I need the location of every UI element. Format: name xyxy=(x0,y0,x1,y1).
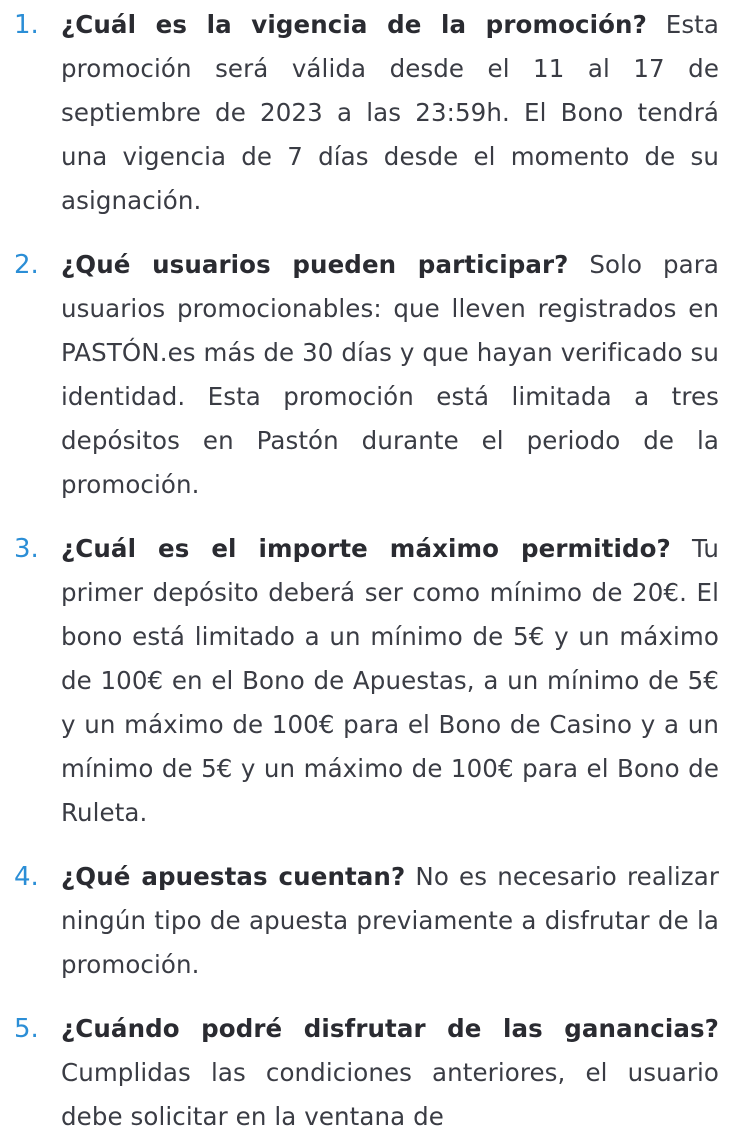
faq-item-max-amount xyxy=(0,527,750,835)
faq-answer: Esta promoción será válida desde el 11 al 17 de septiembre de 2023 a las 23:59h. El Bono tendrá una vigencia de 7 días desde el momento de su asignación. xyxy=(61,10,719,215)
faq-question: ¿Qué apuestas cuentan? xyxy=(61,862,406,891)
faq-answer: No es necesario realizar ningún tipo de apuesta previamente a disfrutar de la promoción. xyxy=(61,862,719,979)
faq-item-number: 2. xyxy=(14,250,39,280)
faq-item-paragraph xyxy=(61,243,719,507)
faq-item-participants xyxy=(0,243,750,507)
faq-question: ¿Cuál es la vigencia de la promoción? xyxy=(61,10,647,39)
faq-item-bets xyxy=(0,855,750,987)
faq-item-paragraph xyxy=(61,1007,719,1139)
faq-item-paragraph xyxy=(61,3,719,223)
faq-answer: Solo para usuarios promocionables: que lleven registrados en PASTÓN.es más de 30 días y que hayan verificado su identidad. Esta promoción está limitada a tres depósitos en Pastón durante el periodo de la promoción. xyxy=(61,250,719,499)
faq-question: ¿Cuál es el importe máximo permitido? xyxy=(61,534,671,563)
faq-item-number: 4. xyxy=(14,862,39,892)
faq-answer: Tu primer depósito deberá ser como mínimo de 20€. El bono está limitado a un mínimo de 5€ y un máximo de 100€ en el Bono de Apuestas, a un mínimo de 5€ y un máximo de 100€ para el Bono de Casino y a un mínimo de 5€ y un máximo de 100€ para el Bono de Ruleta. xyxy=(61,534,720,827)
faq-item-number: 1. xyxy=(14,10,39,40)
faq-question: ¿Cuándo podré disfrutar de las ganancias? xyxy=(61,1014,719,1043)
faq-item-number: 3. xyxy=(14,534,39,564)
faq-item-paragraph xyxy=(61,527,719,835)
faq-item-validity xyxy=(0,3,750,223)
faq-answer: Cumplidas las condiciones anteriores, el usuario debe solicitar en la ventana de xyxy=(61,1058,719,1131)
faq-item-winnings xyxy=(0,1007,750,1139)
faq-item-paragraph xyxy=(61,855,719,987)
faq-item-number: 5. xyxy=(14,1014,39,1044)
faq-question: ¿Qué usuarios pueden participar? xyxy=(61,250,569,279)
